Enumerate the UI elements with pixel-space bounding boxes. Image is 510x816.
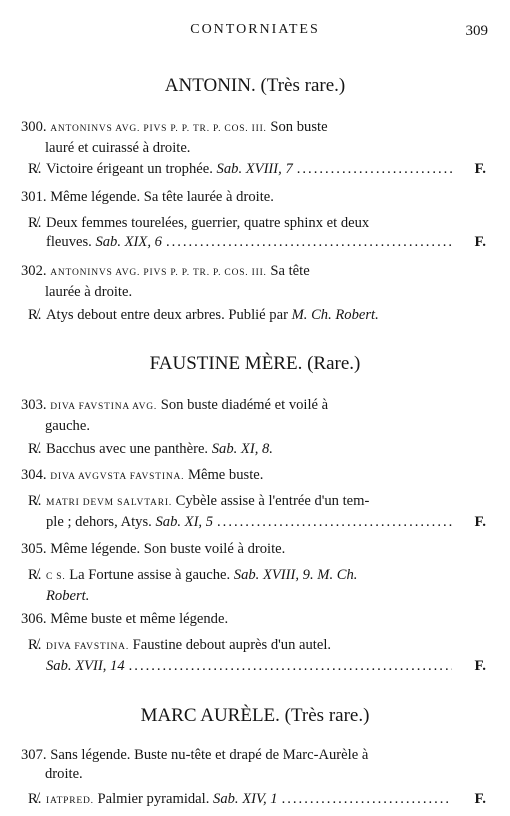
reverse-symbol: R̸. bbox=[28, 791, 42, 807]
entry-302: 302. ANTONINVS AVG. PIVS P. P. TR. P. COS. III. Sa tête laurée à droite. bbox=[21, 263, 310, 300]
entry-304-reverse: R̸. MATRI DEVM SALVTARI. Cybèle assise à l'entrée d'un tem- ple ; dehors, Atys. Sab. XI, 5 ..... F. bbox=[28, 492, 486, 532]
entry-305: 305. Même légende. Son buste voilé à droite. bbox=[21, 541, 286, 557]
entry-301: 301. Même légende. Sa tête laurée à droite. bbox=[21, 189, 274, 205]
reverse-symbol: R̸. bbox=[28, 637, 42, 653]
reverse-symbol: R̸. bbox=[28, 161, 42, 177]
entry-304: 304. DIVA AVGVSTA FAVSTINA. Même buste. bbox=[21, 467, 264, 483]
page-number: 309 bbox=[465, 23, 488, 39]
entry-301-reverse: R̸. Deux femmes tourelées, guerrier, quatre sphinx et deux fleuves. Sab. XIX, 6 ..... F. bbox=[28, 214, 486, 252]
entry-303-reverse: R̸. Bacchus avec une panthère. Sab. XI, 8. bbox=[28, 441, 273, 457]
reverse-symbol: R̸. bbox=[28, 307, 42, 323]
entry-300: 300. ANTONINVS AVG. PIVS P. P. TR. P. COS. III. Son buste lauré et cuirassé à droite. bbox=[21, 119, 328, 156]
section-title-antonin: ANTONIN. (Très rare.) bbox=[164, 75, 346, 96]
reverse-symbol: R̸. bbox=[28, 493, 42, 509]
entry-303: 303. DIVA FAVSTINA AVG. Son buste diadémé et voilé à gauche. bbox=[21, 397, 329, 434]
reverse-symbol: R̸. bbox=[28, 215, 42, 231]
reverse-symbol: R̸. bbox=[28, 567, 42, 583]
entry-307-reverse: R̸. IATPRED. Palmier pyramidal. Sab. XIV, 1 ..... F. bbox=[28, 790, 486, 811]
entry-307: 307. Sans légende. Buste nu-tête et drapé de Marc-Aurèle à droite. bbox=[21, 747, 369, 782]
reverse-symbol: R̸. bbox=[28, 441, 42, 457]
entry-302-reverse: R̸. Atys debout entre deux arbres. Publié par M. Ch. Robert. bbox=[28, 307, 379, 323]
section-title-faustine-mere: FAUSTINE MÈRE. (Rare.) bbox=[149, 353, 361, 374]
entry-306-reverse: R̸. DIVA FAVSTINA. Faustine debout auprès d'un autel. Sab. XVII, 14 ..... F. bbox=[28, 636, 486, 676]
entry-306: 306. Même buste et même légende. bbox=[21, 611, 229, 627]
section-title-marc-aurele: MARC AURÈLE. (Très rare.) bbox=[140, 705, 370, 726]
entry-300-reverse: R̸. Victoire érigeant un trophée. Sab. XVIII, 7 ..... F. bbox=[28, 160, 486, 179]
entry-305-reverse: R̸. C S. La Fortune assise à gauche. Sab. XVIII, 9. M. Ch. Robert. bbox=[28, 567, 358, 604]
running-head: CONTORNIATES bbox=[190, 22, 320, 37]
